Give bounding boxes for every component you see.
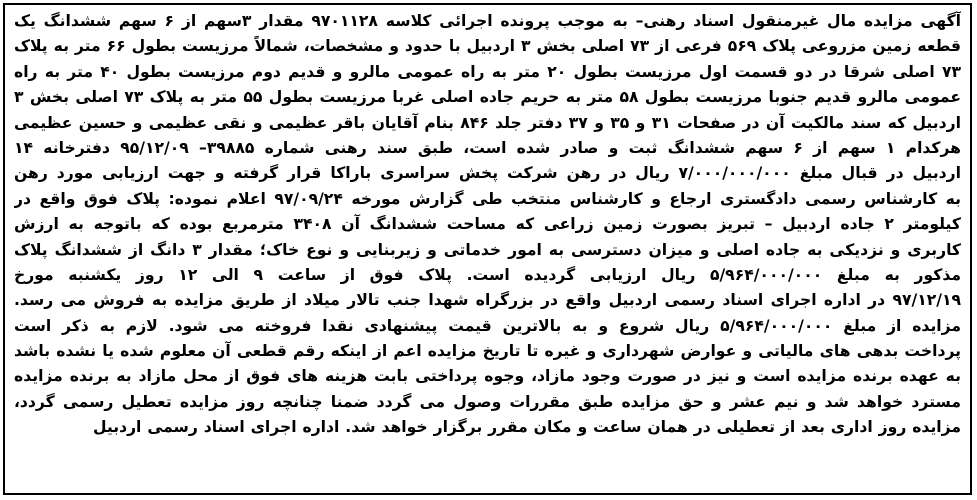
auction-notice-body	[5, 5, 970, 441]
notice-line-7: اردبیل در قبال مبلغ ۷/۰۰۰/۰۰۰/۰۰۰ ریال در رهن شرکت پخش سراسری باراکا قرار گرفته و جهت ارزیابی مورد رهن	[14, 164, 961, 183]
notice-line-14: پرداخت بدهی های مالیاتی و عوارض شهرداری و غیره تا تاریخ مزایده اعم از اینکه رقم قطعی آن معلوم شده یا نشده باشد	[14, 342, 961, 361]
notice-line-15: به عهده برنده مزایده است و نیز در صورت وجود مازاد، وجوه پرداختی بابت هزینه های فوق از محل مازاد به برنده مزایده	[14, 367, 961, 386]
notice-line-6: هرکدام ۱ سهم از ۶ سهم ششدانگ ثبت و صادر شده است، طبق سند رهنی شماره ۳۹۸۸۵– ۹۵/۱۲/۰۹ دفترخانه ۱۴	[14, 138, 961, 157]
notice-line-2: قطعه زمین مزروعی پلاک ۵۶۹ فرعی از ۷۳ اصلی بخش ۳ اردبیل با حدود و مشخصات، شمالاً مرزیست بطول ۶۶ متر به پلاک	[14, 37, 961, 56]
notice-line-9: کیلومتر ۲ جاده اردبیل – تبریز بصورت زمین زراعی که مساحت ششدانگ آن ۳۴۰۸ مترمربع بوده که باتوجه به ارزش	[14, 215, 961, 234]
notice-line-4: عمومی مالرو قدیم جنوبا مرزیست بطول ۵۸ متر به حریم جاده اصلی غربا مرزیست بطول ۵۵ متر به پلاک ۷۳ اصلی بخش ۳	[14, 88, 961, 107]
notice-frame	[3, 3, 972, 495]
notice-line-1: آگهی مزایده مال غیرمنقول اسناد رهنی– به موجب پرونده اجرائی کلاسه ۹۷۰۱۱۲۸ مقدار ۳سهم از ۶ سهم ششدانگ یک	[14, 12, 961, 30]
notice-line-8: به کارشناس رسمی دادگستری ارجاع و کارشناس منتخب طی گزارش مورخه ۹۷/۰۹/۲۴ اعلام نموده: پلاک فوق واقع در	[14, 189, 961, 208]
notice-line-5: اردبیل که سند مالکیت آن در صفحات ۳۱ و ۳۵ و ۳۷ دفتر جلد ۸۴۶ بنام آقایان باقر عظیمی و نقی عظیمی و حسین عظیمی	[14, 113, 961, 132]
notice-line-17: مزایده روز اداری بعد از تعطیلی در همان ساعت و مکان مقرر برگزار خواهد شد. اداره اجرای اسناد رسمی اردبیل	[92, 418, 961, 437]
notice-line-12: ۹۷/۱۲/۱۹ در اداره اجرای اسناد رسمی اردبیل واقع در بزرگراه شهدا جنب تالار میلاد از طریق مزایده به فروش می رسد.	[14, 291, 961, 310]
notice-line-13: مزایده از مبلغ ۵/۹۶۴/۰۰۰/۰۰۰ ریال شروع و به بالاترین قیمت پیشنهادی نقدا فروخته می شود. لازم به ذکر است	[14, 316, 961, 335]
notice-line-11: مذکور به مبلغ ۵/۹۶۴/۰۰۰/۰۰۰ ریال ارزیابی گردیده است. پلاک فوق از ساعت ۹ الی ۱۲ روز یکشنبه مورخ	[14, 265, 961, 284]
notice-line-3: ۷۳ اصلی شرقا در دو قسمت اول مرزیست بطول ۲۰ متر به راه عمومی مالرو و قدیم دوم مرزیست بطول ۴۰ متر به راه	[14, 62, 961, 81]
notice-line-10: کاربری و نزدیکی به جاده اصلی و میزان دسترسی به امور خدماتی و زیربنایی و نوع خاک؛ مقدار ۳ دانگ از ششدانگ پلاک	[14, 240, 961, 259]
notice-line-16: مسترد خواهد شد و نیم عشر و حق مزایده طبق مقررات وصول می گردد ضمنا چنانچه روز مزایده تعطیل رسمی گردد،	[14, 392, 961, 411]
